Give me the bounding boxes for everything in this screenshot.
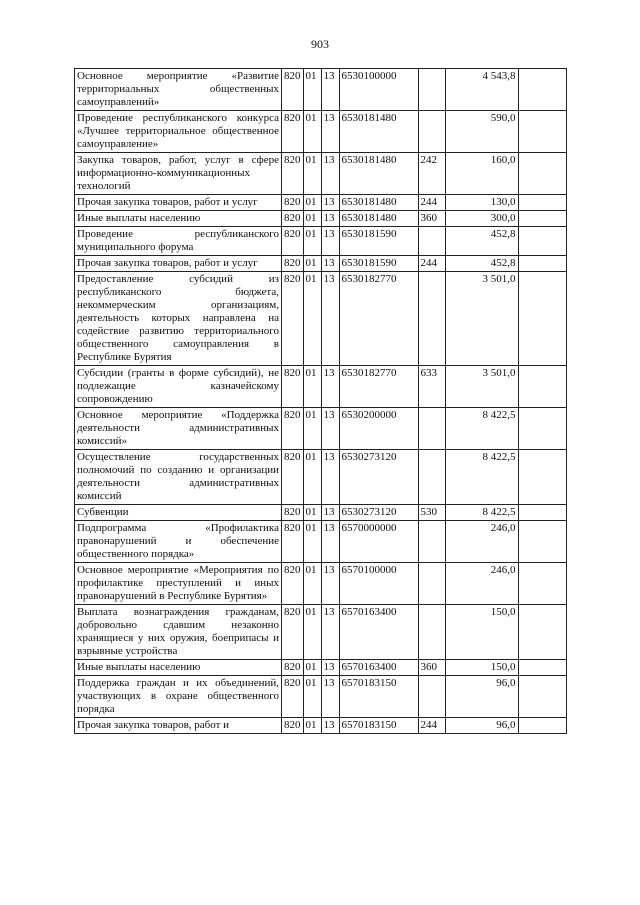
empty-cell <box>518 505 566 521</box>
target-article-code: 6530182770 <box>339 366 418 408</box>
table-row <box>75 676 567 718</box>
table-row <box>75 660 567 676</box>
row-name: Основное мероприятие «Мероприятия по профилактике преступлений и иных правонарушений в Республике Бурятия» <box>75 563 282 605</box>
empty-cell <box>518 366 566 408</box>
subsection-code: 13 <box>321 111 339 153</box>
amount: 3 501,0 <box>445 366 518 408</box>
row-name: Иные выплаты населению <box>75 660 282 676</box>
target-article-code: 6530273120 <box>339 505 418 521</box>
row-name: Субсидии (гранты в форме субсидий), не подлежащие казначейскому сопровождению <box>75 366 282 408</box>
target-article-code: 6530273120 <box>339 450 418 505</box>
target-article-code: 6530181480 <box>339 111 418 153</box>
ministry-code: 820 <box>282 211 304 227</box>
expense-type-code: 360 <box>418 660 445 676</box>
expense-type-code: 360 <box>418 211 445 227</box>
subsection-code: 13 <box>321 366 339 408</box>
table-body <box>75 69 567 734</box>
amount: 8 422,5 <box>445 408 518 450</box>
expense-type-code <box>418 563 445 605</box>
target-article-code: 6570163400 <box>339 660 418 676</box>
amount: 3 501,0 <box>445 272 518 366</box>
row-name: Прочая закупка товаров, работ и <box>75 718 282 734</box>
ministry-code: 820 <box>282 227 304 256</box>
section-code: 01 <box>303 195 321 211</box>
target-article-code: 6570100000 <box>339 563 418 605</box>
table-row <box>75 256 567 272</box>
empty-cell <box>518 521 566 563</box>
expense-type-code <box>418 408 445 450</box>
section-code: 01 <box>303 366 321 408</box>
ministry-code: 820 <box>282 408 304 450</box>
target-article-code: 6570000000 <box>339 521 418 563</box>
subsection-code: 13 <box>321 563 339 605</box>
subsection-code: 13 <box>321 718 339 734</box>
target-article-code: 6530200000 <box>339 408 418 450</box>
section-code: 01 <box>303 605 321 660</box>
section-code: 01 <box>303 227 321 256</box>
empty-cell <box>518 256 566 272</box>
empty-cell <box>518 408 566 450</box>
amount: 160,0 <box>445 153 518 195</box>
row-name: Подпрограмма «Профилактика правонарушений и обеспечение общественного порядка» <box>75 521 282 563</box>
ministry-code: 820 <box>282 505 304 521</box>
subsection-code: 13 <box>321 272 339 366</box>
expense-type-code: 244 <box>418 718 445 734</box>
ministry-code: 820 <box>282 605 304 660</box>
amount: 246,0 <box>445 563 518 605</box>
subsection-code: 13 <box>321 69 339 111</box>
expense-type-code: 242 <box>418 153 445 195</box>
amount: 452,8 <box>445 227 518 256</box>
section-code: 01 <box>303 718 321 734</box>
subsection-code: 13 <box>321 450 339 505</box>
ministry-code: 820 <box>282 366 304 408</box>
empty-cell <box>518 660 566 676</box>
subsection-code: 13 <box>321 256 339 272</box>
amount: 246,0 <box>445 521 518 563</box>
amount: 150,0 <box>445 660 518 676</box>
ministry-code: 820 <box>282 111 304 153</box>
section-code: 01 <box>303 505 321 521</box>
ministry-code: 820 <box>282 660 304 676</box>
subsection-code: 13 <box>321 505 339 521</box>
table-row <box>75 153 567 195</box>
amount: 300,0 <box>445 211 518 227</box>
section-code: 01 <box>303 111 321 153</box>
table-row <box>75 272 567 366</box>
empty-cell <box>518 111 566 153</box>
subsection-code: 13 <box>321 153 339 195</box>
table-row <box>75 605 567 660</box>
row-name: Осуществление государственных полномочий по созданию и организации деятельности административных комиссий <box>75 450 282 505</box>
section-code: 01 <box>303 450 321 505</box>
expense-type-code <box>418 450 445 505</box>
section-code: 01 <box>303 211 321 227</box>
amount: 96,0 <box>445 676 518 718</box>
target-article-code: 6570163400 <box>339 605 418 660</box>
table-row <box>75 521 567 563</box>
target-article-code: 6530182770 <box>339 272 418 366</box>
target-article-code: 6530181590 <box>339 256 418 272</box>
ministry-code: 820 <box>282 256 304 272</box>
section-code: 01 <box>303 521 321 563</box>
table-row <box>75 563 567 605</box>
target-article-code: 6570183150 <box>339 676 418 718</box>
expense-type-code: 244 <box>418 195 445 211</box>
empty-cell <box>518 69 566 111</box>
row-name: Предоставление субсидий из республиканского бюджета, некоммерческим организациям, деятельность которых направлена на содействие развитию территориального общественного самоуправления в Республике Бурятия <box>75 272 282 366</box>
amount: 130,0 <box>445 195 518 211</box>
ministry-code: 820 <box>282 195 304 211</box>
ministry-code: 820 <box>282 718 304 734</box>
target-article-code: 6530181590 <box>339 227 418 256</box>
expense-type-code <box>418 111 445 153</box>
subsection-code: 13 <box>321 660 339 676</box>
row-name: Основное мероприятие «Поддержка деятельности административных комиссий» <box>75 408 282 450</box>
row-name: Основное мероприятие «Развитие территориальных общественных самоуправлений» <box>75 69 282 111</box>
table-row <box>75 69 567 111</box>
section-code: 01 <box>303 272 321 366</box>
subsection-code: 13 <box>321 211 339 227</box>
amount: 96,0 <box>445 718 518 734</box>
ministry-code: 820 <box>282 563 304 605</box>
section-code: 01 <box>303 676 321 718</box>
expense-type-code <box>418 605 445 660</box>
row-name: Проведение республиканского конкурса «Лучшее территориальное общественное самоуправление» <box>75 111 282 153</box>
empty-cell <box>518 153 566 195</box>
empty-cell <box>518 227 566 256</box>
row-name: Прочая закупка товаров, работ и услуг <box>75 195 282 211</box>
row-name: Иные выплаты населению <box>75 211 282 227</box>
amount: 8 422,5 <box>445 505 518 521</box>
table-row <box>75 195 567 211</box>
empty-cell <box>518 605 566 660</box>
subsection-code: 13 <box>321 521 339 563</box>
section-code: 01 <box>303 153 321 195</box>
table-row <box>75 227 567 256</box>
expense-type-code <box>418 227 445 256</box>
subsection-code: 13 <box>321 408 339 450</box>
section-code: 01 <box>303 69 321 111</box>
section-code: 01 <box>303 408 321 450</box>
target-article-code: 6530181480 <box>339 195 418 211</box>
target-article-code: 6530181480 <box>339 153 418 195</box>
row-name: Проведение республиканского муниципального форума <box>75 227 282 256</box>
expense-type-code: 530 <box>418 505 445 521</box>
page-number: 903 <box>311 37 329 51</box>
subsection-code: 13 <box>321 676 339 718</box>
empty-cell <box>518 450 566 505</box>
empty-cell <box>518 195 566 211</box>
ministry-code: 820 <box>282 521 304 563</box>
ministry-code: 820 <box>282 450 304 505</box>
expense-type-code: 633 <box>418 366 445 408</box>
table-row <box>75 211 567 227</box>
table-row <box>75 505 567 521</box>
ministry-code: 820 <box>282 272 304 366</box>
row-name: Закупка товаров, работ, услуг в сфере информационно-коммуникационных технологий <box>75 153 282 195</box>
expense-type-code <box>418 521 445 563</box>
expense-type-code: 244 <box>418 256 445 272</box>
section-code: 01 <box>303 256 321 272</box>
row-name: Прочая закупка товаров, работ и услуг <box>75 256 282 272</box>
amount: 8 422,5 <box>445 450 518 505</box>
subsection-code: 13 <box>321 195 339 211</box>
row-name: Поддержка граждан и их объединений, участвующих в охране общественного порядка <box>75 676 282 718</box>
ministry-code: 820 <box>282 69 304 111</box>
empty-cell <box>518 676 566 718</box>
section-code: 01 <box>303 660 321 676</box>
row-name: Выплата вознаграждения гражданам, добровольно сдавшим незаконно хранящиеся у них оружия, боеприпасы и взрывные устройства <box>75 605 282 660</box>
ministry-code: 820 <box>282 153 304 195</box>
amount: 4 543,8 <box>445 69 518 111</box>
empty-cell <box>518 718 566 734</box>
table-row <box>75 111 567 153</box>
expense-type-code <box>418 676 445 718</box>
target-article-code: 6570183150 <box>339 718 418 734</box>
budget-table <box>74 68 567 734</box>
table-row <box>75 366 567 408</box>
amount: 150,0 <box>445 605 518 660</box>
empty-cell <box>518 272 566 366</box>
expense-type-code <box>418 272 445 366</box>
row-name: Субвенции <box>75 505 282 521</box>
target-article-code: 6530100000 <box>339 69 418 111</box>
subsection-code: 13 <box>321 605 339 660</box>
section-code: 01 <box>303 563 321 605</box>
amount: 452,8 <box>445 256 518 272</box>
target-article-code: 6530181480 <box>339 211 418 227</box>
expense-type-code <box>418 69 445 111</box>
empty-cell <box>518 563 566 605</box>
table-row <box>75 718 567 734</box>
table-row <box>75 450 567 505</box>
ministry-code: 820 <box>282 676 304 718</box>
empty-cell <box>518 211 566 227</box>
subsection-code: 13 <box>321 227 339 256</box>
table-row <box>75 408 567 450</box>
amount: 590,0 <box>445 111 518 153</box>
